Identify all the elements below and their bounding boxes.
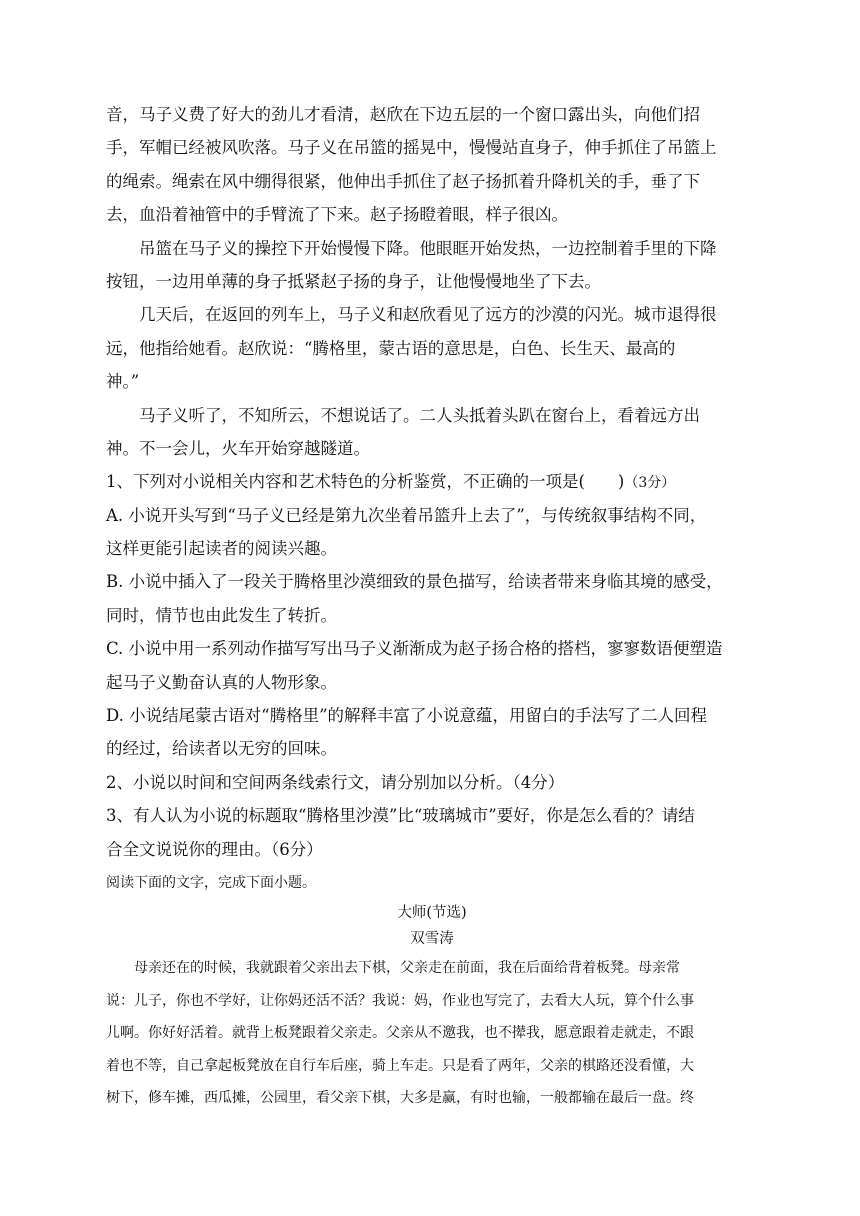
text-line: 母亲还在的时候，我就跟着父亲出去下棋，父亲走在前面，我在后面给背着板凳。母亲常 (134, 959, 680, 976)
question-2 (106, 766, 758, 799)
question-2-text: 2、小说以时间和空间两条线索行文，请分别加以分析。（4分） (106, 772, 565, 792)
question-1-stem-text: 1、下列对小说相关内容和艺术特色的分析鉴赏，不正确的一项是( ) (106, 472, 625, 492)
option-a-line-1: A. 小说开头写到“马子义已经是第九次坐着吊篮升上去了”，与传统叙事结构不同， (106, 505, 707, 525)
text-line: 远，他指给她看。赵欣说：“腾格里，蒙古语的意思是，白色、长生天、最高的 (106, 338, 676, 358)
text-line: 马子义听了，不知所云，不想说话了。二人头抵着头趴在窗台上，看着远方出 (139, 405, 700, 425)
option-c-line-1: C. 小说中用一系列动作描写写出马子义渐渐成为赵子扬合格的搭档，寥寥数语便塑造 (106, 639, 723, 659)
option-b-line-2: 同时，情节也由此发生了转折。 (106, 605, 337, 625)
text-line: 着也不等，自己拿起板凳放在自行车后座，骑上车走。只是看了两年，父亲的棋路还没看懂，大 (106, 1057, 694, 1074)
reading-instruction-text: 阅读下面的文字，完成下面小题。 (106, 874, 316, 891)
text-line: 树下，修车摊，西瓜摊，公园里，看父亲下棋，大多是赢，有时也输，一般都输在最后一盘。终 (106, 1090, 694, 1107)
text-line: 音，马子义费了好大的劲儿才看清，赵欣在下边五层的一个窗口露出头，向他们招 (106, 105, 700, 124)
text-line: 神。” (106, 372, 140, 392)
question-3-line-1: 3、有人认为小说的标题取“腾格里沙漠”比“玻璃城市”要好，你是怎么看的？请结 (106, 806, 695, 826)
story-paragraph-1 (106, 98, 758, 232)
option-a-line-2: 这样更能引起读者的阅读兴趣。 (106, 539, 337, 559)
excerpt-title: 大师(节选) (397, 904, 467, 921)
text-line: 几天后，在返回的列车上，马子义和赵欣看见了远方的沙漠的闪光。城市退得很 (139, 305, 717, 325)
story-paragraph-4 (106, 399, 758, 466)
story-paragraph-2 (106, 232, 758, 299)
option-d-line-2: 的经过，给读者以无穷的回味。 (106, 739, 337, 759)
text-line: 手，军帽已经被风吹落。马子义在吊篮的摇晃中，慢慢站直身子，伸手抓住了吊篮上 (106, 138, 717, 158)
text-line: 神。不一会儿，火车开始穿越隧道。 (106, 438, 370, 458)
option-b-line-1: B. 小说中插入了一段关于腾格里沙漠细致的景色描写，给读者带来身临其境的感受， (106, 572, 723, 592)
reading-instruction (106, 866, 758, 900)
question-3 (106, 799, 758, 866)
text-line: 儿啊。你好好活着。就背上板凳跟着父亲走。父亲从不邀我，也不撵我，愿意跟着走就走，不跟 (106, 1025, 694, 1042)
text-line: 吊篮在马子义的操控下开始慢慢下降。他眼眶开始发热，一边控制着手里的下降 (139, 238, 717, 258)
excerpt-body (106, 952, 758, 1115)
text-line: 去，血沿着袖管中的手臂流了下来。赵子扬瞪着眼，样子很凶。 (106, 205, 568, 225)
story-paragraph-3 (106, 298, 758, 398)
text-line: 的绳索。绳索在风中绷得很紧，他伸出手抓住了赵子扬抓着升降机关的手，垂了下 (106, 171, 700, 191)
option-c-line-2: 起马子义勤奋认真的人物形象。 (106, 672, 337, 692)
text-line: 说：儿子，你也不学好，让你妈还活不活？我说：妈，作业也写完了，去看大人玩，算个什么事 (106, 992, 694, 1009)
excerpt-author: 双雪涛 (410, 930, 454, 947)
question-1-score: （3分） (624, 475, 676, 492)
question-1-stem (106, 465, 758, 498)
option-d-line-1: D. 小说结尾蒙古语对“腾格里”的解释丰富了小说意蕴，用留白的手法写了二人回程 (106, 706, 708, 726)
document-page (106, 98, 758, 1115)
question-3-line-2: 合全文说说你的理由。（6分） (106, 839, 323, 859)
text-line: 按钮，一边用单薄的身子抵紧赵子扬的身子，让他慢慢地坐了下去。 (106, 271, 601, 291)
question-1 (106, 465, 758, 766)
